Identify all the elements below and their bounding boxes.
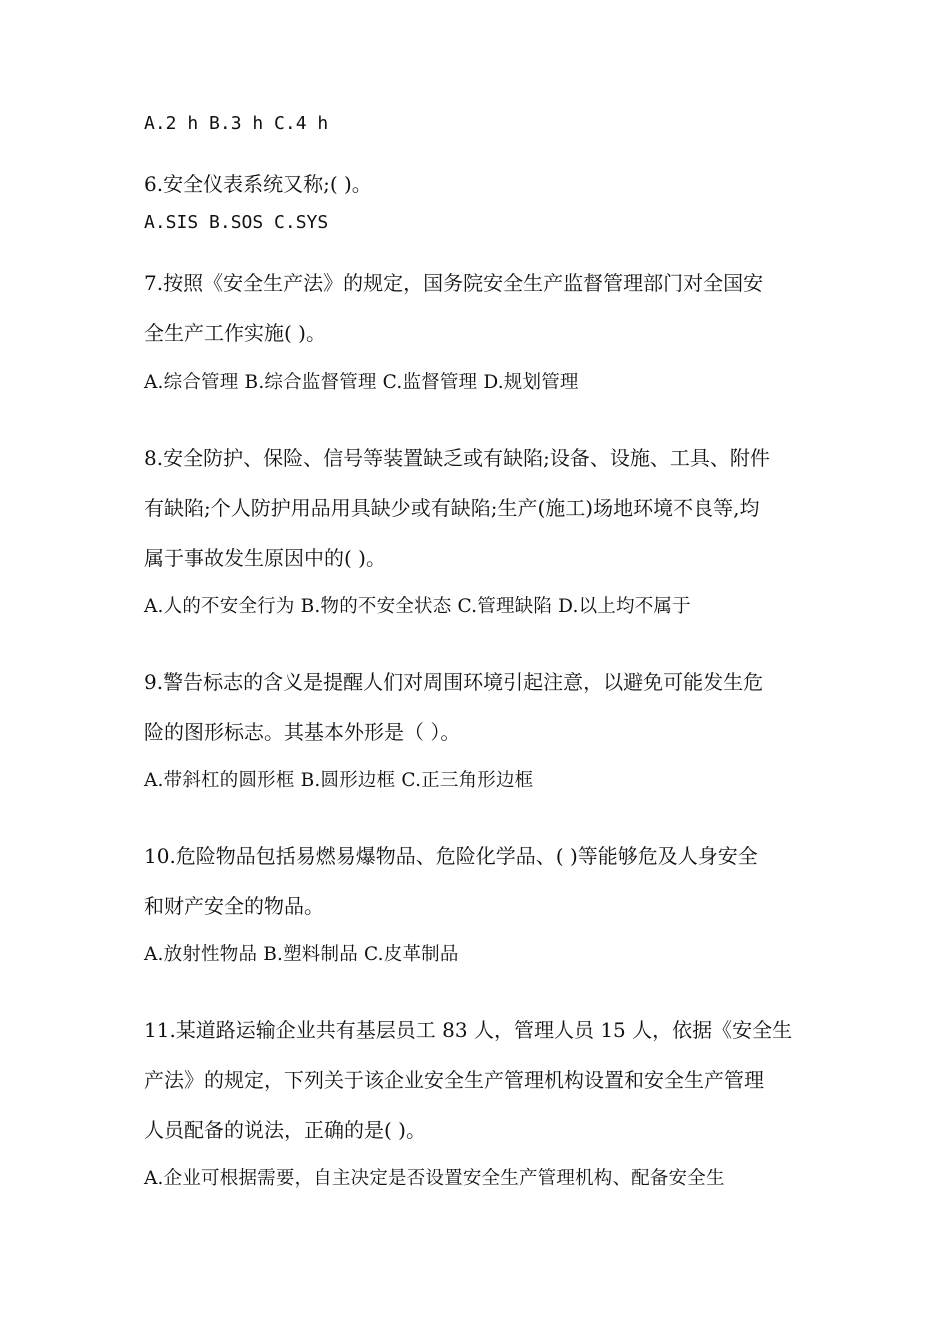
q8-stem-line-2: 有缺陷;个人防护用品用具缺少或有缺陷;生产(施工)场地环境不良等,均 [144, 496, 760, 520]
q10-stem-line-2: 和财产安全的物品。 [144, 894, 324, 918]
q8-options: A.人的不安全行为 B.物的不安全状态 C.管理缺陷 D.以上均不属于 [144, 596, 691, 617]
q8-stem-line-3: 属于事故发生原因中的( )。 [144, 546, 386, 570]
q9-options: A.带斜杠的圆形框 B.圆形边框 C.正三角形边框 [144, 770, 534, 791]
q9-stem-line-2: 险的图形标志。其基本外形是（ ）。 [144, 720, 461, 744]
q6-options: A.SIS B.SOS C.SYS [144, 212, 329, 233]
q5-options: A.2 h B.3 h C.4 h [144, 113, 329, 134]
q11-stem-line-2: 产法》的规定，下列关于该企业安全生产管理机构设置和安全生产管理 [144, 1068, 764, 1092]
q7-options: A.综合管理 B.综合监督管理 C.监督管理 D.规划管理 [144, 372, 579, 393]
q10-options: A.放射性物品 B.塑料制品 C.皮革制品 [144, 944, 459, 965]
q7-stem-line-1: 7.按照《安全生产法》的规定，国务院安全生产监督管理部门对全国安 [144, 271, 764, 295]
q8-stem-line-1: 8.安全防护、保险、信号等装置缺乏或有缺陷;设备、设施、工具、附件 [144, 446, 770, 470]
q11-stem-line-3: 人员配备的说法，正确的是( )。 [144, 1118, 426, 1142]
q6-stem: 6.安全仪表系统又称;( )。 [144, 172, 372, 196]
q7-stem-line-2: 全生产工作实施( )。 [144, 321, 326, 345]
q10-stem-line-1: 10.危险物品包括易燃易爆物品、危险化学品、( )等能够危及人身安全 [144, 844, 758, 868]
q9-stem-line-1: 9.警告标志的含义是提醒人们对周围环境引起注意，以避免可能发生危 [144, 670, 764, 694]
q11-options: A.企业可根据需要，自主决定是否设置安全生产管理机构、配备安全生 [144, 1168, 725, 1189]
q11-stem-line-1: 11.某道路运输企业共有基层员工 83 人，管理人员 15 人，依据《安全生 [144, 1018, 793, 1042]
